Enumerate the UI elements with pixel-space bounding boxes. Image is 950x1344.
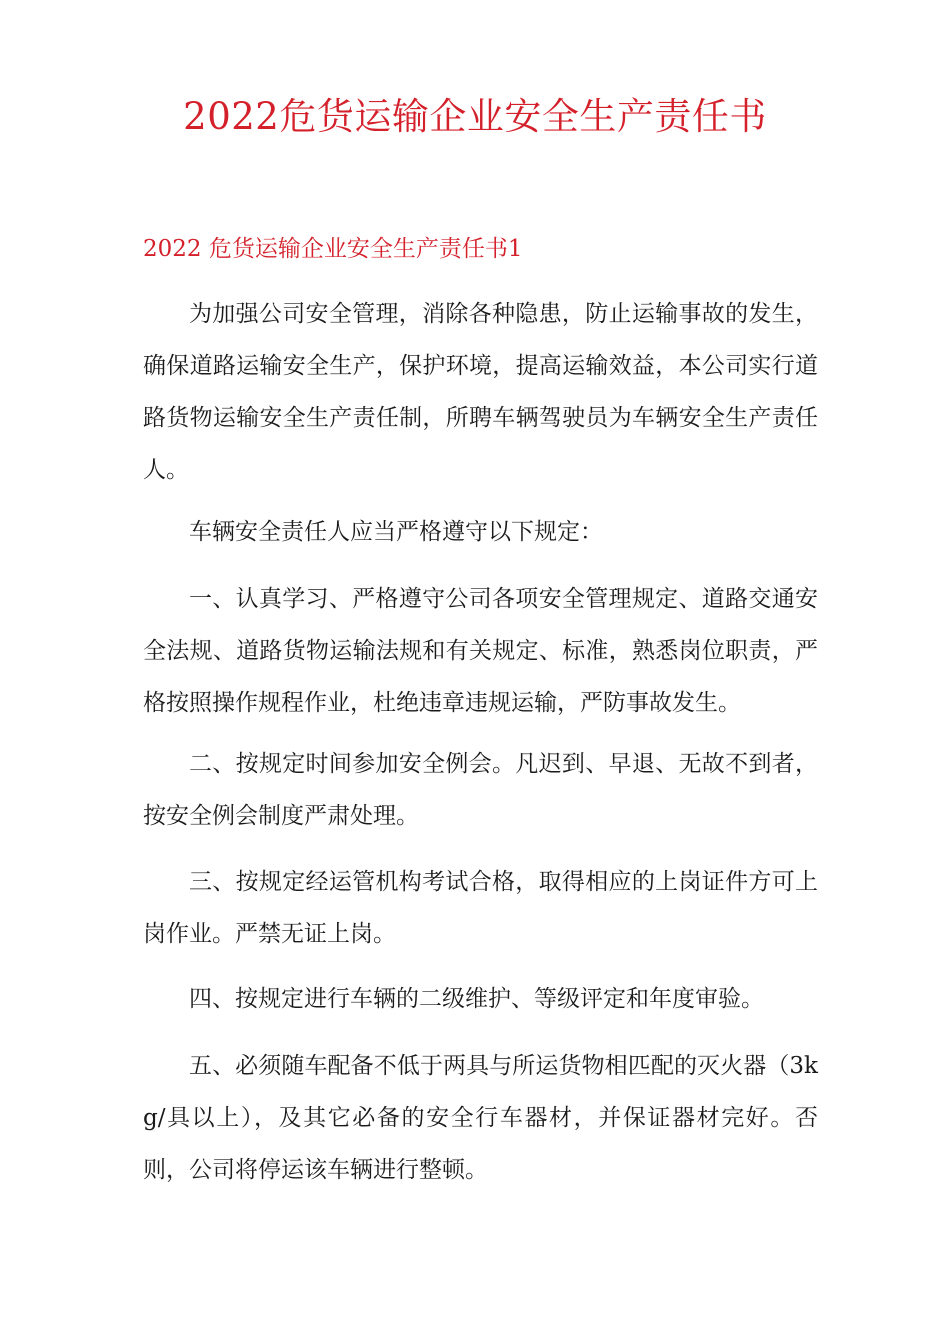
section-heading: 2022 危货运输企业安全生产责任书1 — [143, 236, 523, 262]
paragraph-rule-2: 二、按规定时间参加安全例会。凡迟到、早退、无故不到者，按安全例会制度严肃处理。 — [143, 751, 818, 829]
paragraph-intro: 为加强公司安全管理，消除各种隐患，防止运输事故的发生，确保道路运输安全生产，保护环境，提高运输效益，本公司实行道路货物运输安全生产责任制，所聘车辆驾驶员为车辆安全生产责任人。 — [143, 301, 818, 483]
paragraph-rules-lead: 车辆安全责任人应当严格遵守以下规定： — [189, 519, 603, 545]
paragraph-rule-5: 五、必须随车配备不低于两具与所运货物相匹配的灭火器（3kg/具以上），及其它必备的安全行车器材，并保证器材完好。否则，公司将停运该车辆进行整顿。 — [143, 1053, 818, 1183]
document-title: 2022危货运输企业安全生产责任书 — [183, 95, 767, 138]
paragraph-rule-4: 四、按规定进行车辆的二级维护、等级评定和年度审验。 — [189, 986, 764, 1012]
paragraph-rule-3: 三、按规定经运管机构考试合格，取得相应的上岗证件方可上岗作业。严禁无证上岗。 — [143, 869, 818, 947]
paragraph-rule-1: 一、认真学习、严格遵守公司各项安全管理规定、道路交通安全法规、道路货物运输法规和有关规定、标准，熟悉岗位职责，严格按照操作规程作业，杜绝违章违规运输，严防事故发生。 — [143, 586, 818, 716]
